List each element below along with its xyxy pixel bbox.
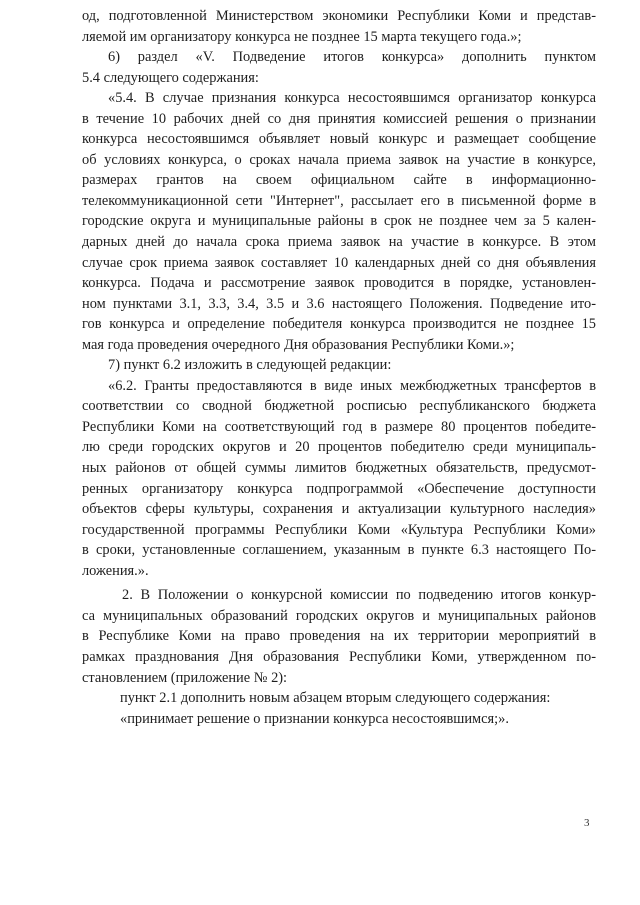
text-line: об условиях конкурса, о сроках начала приема заявок на участие в конкурсе, (82, 151, 596, 168)
text-line: соответствии со сводной бюджетной росписью республиканского бюджета (82, 398, 596, 415)
text-line: ных районов от общей суммы лимитов бюджетных обязательств, предусмот- (82, 460, 596, 477)
text-line: 6) раздел «V. Подведение итогов конкурса» дополнить пунктом (108, 49, 596, 66)
text-line: гов конкурса и определение победителя конкурса производится не позднее 15 (82, 316, 596, 333)
text-line: 5.4 следующего содержания: (82, 69, 259, 86)
text-line: случае срок приема заявок составляет 10 календарных дней со дня объявления (82, 254, 596, 271)
text-line: рамках празднования Дня образования Республики Коми, утвержденном по- (82, 648, 596, 665)
text-line: «5.4. В случае признания конкурса несостоявшимся организатор конкурса (108, 90, 596, 107)
text-line: «принимает решение о признании конкурса несостоявшимся;». (120, 710, 509, 727)
text-line: объектов сферы культуры, сохранения и актуализации культурного наследия» (82, 501, 596, 518)
text-line: ложения.». (82, 562, 149, 579)
text-line: ляемой им организатору конкурса не позднее 15 марта текущего года.»; (82, 28, 522, 45)
text-line: од, подготовленной Министерством экономики Республики Коми и представ- (82, 8, 596, 24)
text-line: дарных дней до начала срока приема заявок на участие в конкурсе. В этом (82, 234, 596, 251)
text-line: в сроки, установленные соглашением, указанным в пункте 6.3 настоящего По- (82, 542, 596, 559)
text-line: конкурса. Подача и рассмотрение заявок проводится в порядке, установлен- (82, 275, 596, 292)
text-line: 2. В Положении о конкурсной комиссии по подведению итогов конкур- (122, 587, 596, 604)
text-line: ренных организатору конкурса подпрограммой «Обеспечение доступности (82, 480, 596, 497)
text-line: Республики Коми на соответствующий год в размере 80 процентов победите- (82, 418, 596, 435)
text-line: мая года проведения очередного Дня образования Республики Коми.»; (82, 336, 515, 353)
text-line: конкурса несостоявшимся объявляет новый конкурс и размещает сообщение (82, 131, 596, 148)
text-line: городские округа и муниципальные районы в срок не позднее чем за 5 кален- (82, 213, 596, 230)
text-line: становлением (приложение № 2): (82, 669, 288, 686)
page-number: 3 (584, 817, 590, 829)
text-line: государственной программы Республики Коми «Культура Республики Коми» (82, 521, 596, 538)
text-line: 7) пункт 6.2 изложить в следующей редакции: (108, 357, 392, 374)
text-line: пункт 2.1 дополнить новым абзацем вторым следующего содержания: (120, 690, 551, 707)
document-body (82, 6, 596, 729)
text-line: са муниципальных образований городских округов и муниципальных районов (82, 607, 596, 624)
text-line: в Республике Коми на право проведения на их территории мероприятий в (82, 628, 596, 645)
text-line: телекоммуникационной сети "Интернет", рассылает его в письменной форме в (82, 192, 596, 209)
text-line: в течение 10 рабочих дней со дня принятия комиссией решения о признании (82, 110, 596, 127)
text-line: ном пунктами 3.1, 3.3, 3.4, 3.5 и 3.6 настоящего Положения. Подведение ито- (82, 295, 596, 312)
text-line: размерах грантов на своем официальном сайте в информационно- (82, 172, 596, 189)
text-line: лю среди городских округов и 20 процентов победителю среди муниципаль- (82, 439, 596, 456)
text-line: «6.2. Гранты предоставляются в виде иных межбюджетных трансфертов в (108, 377, 596, 394)
